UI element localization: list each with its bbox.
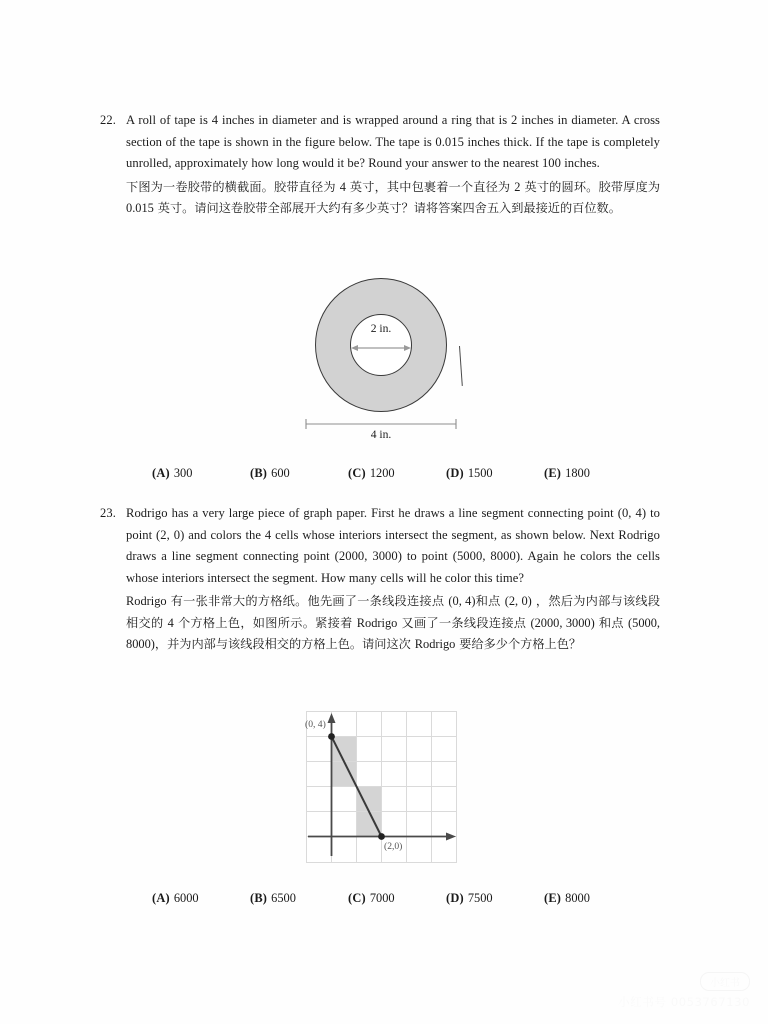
problem-23 (100, 503, 660, 656)
problem-22-choices (152, 466, 672, 481)
problem-22-english-text: A roll of tape is 4 inches in diameter and is wrapped around a ring that is 2 inches in diameter. A cross section of the tape is shown in the figure below. The tape is 0.015 inches thick. If the tape is completely unrolled, approximately how long would it be? Round your answer to the nearest 100 inches. (126, 113, 660, 170)
problem-23-english-text: Rodrigo has a very large piece of graph paper. First he draws a line segment connecting point (0, 4) to point (2, 0) and colors the 4 cells whose interiors intersect the segment, as shown below. Next Rodrigo draws a line segment connecting point (2000, 3000) to point (5000, 8000). Again he colors the cells whose interiors intersect the segment. How many cells will he color this time? (126, 506, 660, 585)
problem-23-chinese-text: Rodrigo 有一张非常大的方格纸。他先画了一条线段连接点 (0, 4)和点 (2, 0) ，然后为内部与该线段相交的 4 个方格上色，如图所示。紧接着 Rodrigo 又画了一条线段连接点 (2000, 3000) 和点 (5000, 8000)，并为内部与该线段相交的方格上色。请问这次 Rodrigo 要给多少个方格上色？ (126, 594, 661, 651)
choice-23-e[interactable] (544, 891, 642, 906)
choice-22-a-letter: (A) (152, 466, 170, 480)
choice-22-c[interactable] (348, 466, 446, 481)
choice-23-c-letter: (C) (348, 891, 366, 905)
watermark-id-line: 小红书号 0053767130 (618, 995, 750, 1009)
choice-22-b-letter: (B) (250, 466, 268, 480)
point-label-start: (0, 4) (305, 719, 326, 730)
choice-22-a[interactable] (152, 466, 250, 481)
graph-paper-figure (306, 711, 458, 864)
choice-23-b-letter: (B) (250, 891, 268, 905)
choice-22-a-value: 300 (173, 466, 193, 480)
choice-22-c-letter: (C) (348, 466, 366, 480)
watermark-badge: 小红书 (700, 972, 750, 991)
choice-23-d[interactable] (446, 891, 544, 906)
endpoint-end-dot (378, 833, 385, 840)
graph-paper-svg (306, 711, 458, 864)
choice-23-d-value: 7500 (467, 891, 493, 905)
choice-22-e-value: 1800 (565, 466, 590, 480)
inner-diameter-label: 2 in. (370, 322, 392, 335)
inner-diameter-arrow-icon (351, 343, 411, 353)
problem-23-body (126, 503, 660, 656)
choice-23-c-value: 7000 (369, 891, 395, 905)
choice-22-d-letter: (D) (446, 466, 464, 480)
problem-22-header (100, 110, 660, 220)
choice-23-e-value: 8000 (565, 891, 590, 905)
problem-22-chinese-text: 下图为一卷胶带的横截面。胶带直径为 4 英寸，其中包裹着一个直径为 2 英寸的圆环。胶带厚度为 0.015 英寸。请问这卷胶带全部展开大约有多少英寸？请将答案四舍五入到最接近的百位数。 (126, 179, 661, 215)
problem-22-number: 22. (100, 113, 116, 127)
choice-23-a[interactable] (152, 891, 250, 906)
tape-cross-section-figure (290, 270, 480, 450)
choice-23-b[interactable] (250, 891, 348, 906)
choice-23-b-value: 6500 (271, 891, 296, 905)
tape-loose-end-line (459, 346, 463, 386)
point-label-end: (2,0) (384, 841, 403, 852)
annulus-shape (315, 278, 447, 412)
problem-22 (100, 110, 660, 220)
choice-23-e-letter: (E) (544, 891, 562, 905)
endpoint-start-dot (328, 733, 335, 740)
choice-23-c[interactable] (348, 891, 446, 906)
choice-22-d[interactable] (446, 466, 544, 481)
problem-22-body (126, 110, 660, 220)
problem-23-choices (152, 891, 672, 906)
choice-23-a-value: 6000 (173, 891, 199, 905)
choice-22-d-value: 1500 (467, 466, 493, 480)
choice-23-a-letter: (A) (152, 891, 170, 905)
choice-22-e[interactable] (544, 466, 642, 481)
watermark (618, 972, 750, 1010)
choice-22-b-value: 600 (271, 466, 290, 480)
choice-22-b[interactable] (250, 466, 348, 481)
problem-23-header (100, 503, 660, 656)
outer-diameter-label: 4 in. (370, 428, 392, 441)
choice-23-d-letter: (D) (446, 891, 464, 905)
choice-22-c-value: 1200 (369, 466, 395, 480)
problem-23-number: 23. (100, 506, 116, 520)
choice-22-e-letter: (E) (544, 466, 562, 480)
